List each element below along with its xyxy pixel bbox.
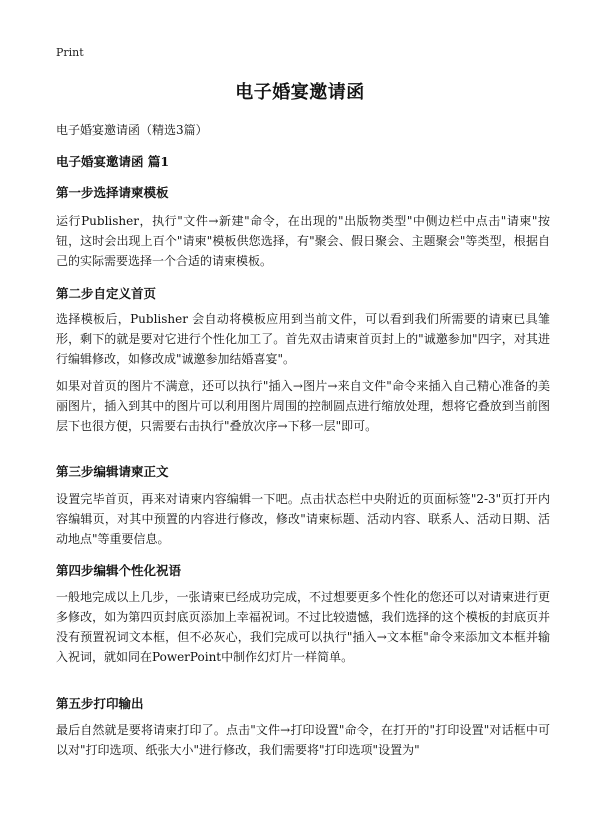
step-1-heading: 第一步选择请柬模板 <box>56 185 169 200</box>
step-2-paragraph-2: 如果对首页的图片不满意，还可以执行"插入→图片→来自文件"命令来插入自己精心准备的美丽图片，插入到其中的图片可以利用图片周围的控制圆点进行缩放处理，想将它叠放到当前图层下也很方便，只需要右击执行"叠放次序→下移一层"即可。 <box>56 379 550 433</box>
step-5-heading: 第五步打印输出 <box>56 696 144 711</box>
section-title: 电子婚宴邀请函 篇1 <box>56 154 170 169</box>
step-1-paragraph-1: 运行Publisher，执行"文件→新建"命令，在出现的"出版物类型"中侧边栏中点击"请柬"按钮，这时会出现上百个"请柬"模板供您选择，有"聚会、假日聚会、主题聚会"等类型，根据自己的实际需要选择一个合适的请柬模板。 <box>56 214 550 268</box>
document-subtitle: 电子婚宴邀请函（精选3篇） <box>56 123 208 137</box>
step-2-heading: 第二步自定义首页 <box>56 286 157 301</box>
print-label: Print <box>56 46 84 59</box>
step-5-paragraph-1: 最后自然就是要将请柬打印了。点击"文件→打印设置"命令，在打开的"打印设置"对话框中可以对"打印选项、纸张大小"进行修改，我们需要将"打印选项"设置为" <box>56 723 550 757</box>
step-3-heading: 第三步编辑请柬正文 <box>56 464 169 479</box>
step-4-heading: 第四步编辑个性化祝语 <box>56 563 182 578</box>
page-title: 电子婚宴邀请函 <box>235 82 365 103</box>
step-2-paragraph-1: 选择模板后，Publisher 会自动将模板应用到当前文件，可以看到我们所需要的请柬已具雏形，剩下的就是要对它进行个性化加工了。首先双击请柬首页封上的"诚邀参加"四字，对其进行编辑修改，如修改成"诚邀参加结婚喜宴"。 <box>56 312 550 366</box>
step-3-paragraph-1: 设置完毕首页，再来对请柬内容编辑一下吧。点击状态栏中央附近的页面标签"2-3"页打开内容编辑页，对其中预置的内容进行修改，修改"请柬标题、活动内容、联系人、活动日期、活动地点"等重要信息。 <box>56 492 550 546</box>
step-4-paragraph-1: 一般地完成以上几步，一张请柬已经成功完成，不过想要更多个性化的您还可以对请柬进行更多修改，如为第四页封底页添加上幸福祝词。不过比较遗憾，我们选择的这个模板的封底页并没有预置祝词文本框，但不必灰心，我们完成可以执行"插入→文本框"命令来添加文本框并输入祝词，就如同在PowerPoint中制作幻灯片一样简单。 <box>56 590 550 664</box>
